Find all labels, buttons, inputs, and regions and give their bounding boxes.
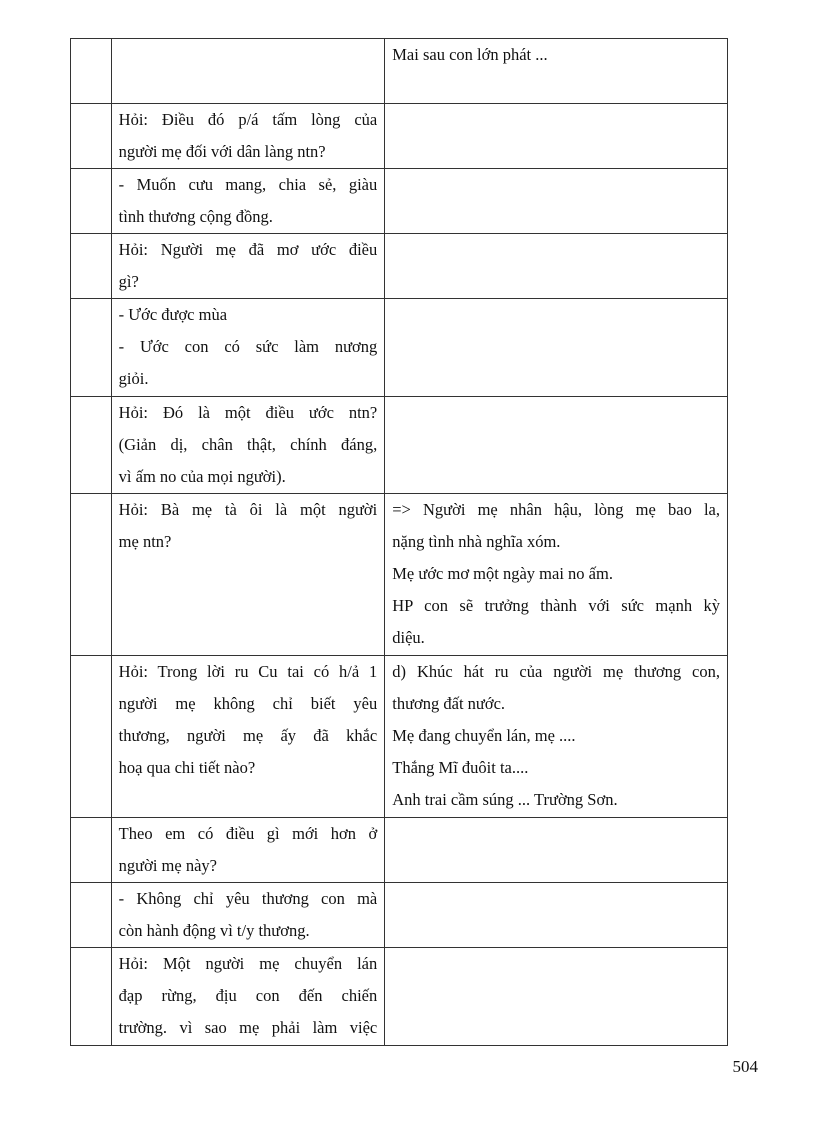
text-line: nặng tình nhà nghĩa xóm.	[392, 532, 561, 551]
table-cell-note	[385, 883, 728, 948]
table-cell-question	[111, 104, 385, 169]
table-cell-empty	[71, 948, 112, 1046]
text-line: Hỏi: Trong lời ru Cu tai có h/ả 1	[118, 662, 378, 681]
table-cell-question	[111, 818, 385, 883]
table-cell-note	[385, 169, 728, 234]
text-line: Theo em có điều gì mới hơn ở	[118, 824, 378, 843]
text-line: Anh trai cầm súng ... Trường Sơn.	[392, 790, 618, 809]
table-cell-empty	[71, 234, 112, 299]
table-cell-question	[111, 234, 385, 299]
table-cell-question	[111, 39, 385, 104]
table-cell-note	[385, 948, 728, 1046]
table-cell-question	[111, 948, 385, 1046]
text-line: trường. vì sao mẹ phải làm việc	[118, 1018, 378, 1037]
table-row	[71, 883, 728, 948]
text-line: còn hành động vì t/y thương.	[118, 921, 310, 940]
table-cell-empty	[71, 299, 112, 397]
table-row	[71, 39, 728, 104]
text-line: diệu.	[392, 628, 425, 647]
table-cell-note	[385, 494, 728, 656]
lesson-table	[70, 38, 728, 1046]
text-line: Thắng Mĩ đuôit ta....	[392, 758, 529, 777]
table-cell-note	[385, 234, 728, 299]
text-line: HP con sẽ trưởng thành với sức mạnh kỳ	[392, 596, 720, 615]
text-line: Hỏi: Một người mẹ chuyển lán	[118, 954, 378, 973]
table-row	[71, 234, 728, 299]
table-row	[71, 656, 728, 818]
text-line: hoạ qua chi tiết nào?	[118, 758, 256, 777]
table-cell-answer	[111, 299, 385, 397]
table-row	[71, 104, 728, 169]
text-line: Mai sau con lớn phát ...	[392, 45, 548, 64]
text-line: Hỏi: Người mẹ đã mơ ước điều	[118, 240, 378, 259]
table-cell-empty	[71, 656, 112, 818]
text-line: mẹ ntn?	[118, 532, 172, 551]
text-line: tình thương cộng đồng.	[118, 207, 273, 226]
table-cell-empty	[71, 39, 112, 104]
text-line: đạp rừng, địu con đến chiến	[118, 986, 378, 1005]
text-line: (Giản dị, chân thật, chính đáng,	[118, 435, 378, 454]
table-cell-answer	[111, 169, 385, 234]
table-cell-note	[385, 656, 728, 818]
text-line: người mẹ này?	[118, 856, 217, 875]
table-cell-note	[385, 299, 728, 397]
table-row	[71, 397, 728, 494]
table-cell-question	[111, 656, 385, 818]
table-cell-note	[385, 104, 728, 169]
table-cell-note	[385, 818, 728, 883]
text-line: Hỏi: Điều đó p/á tấm lòng của	[118, 110, 378, 129]
text-line: người mẹ đối với dân làng ntn?	[118, 142, 326, 161]
text-line: - Ước con có sức làm nương	[118, 337, 378, 356]
text-line: thương đất nước.	[392, 694, 506, 713]
text-line: - Muốn cưu mang, chia sẻ, giàu	[118, 175, 378, 194]
text-line: Hỏi: Đó là một điều ước ntn?	[118, 403, 378, 422]
table-cell-empty	[71, 883, 112, 948]
table-row	[71, 169, 728, 234]
text-line: giỏi.	[118, 369, 149, 388]
table-cell-empty	[71, 169, 112, 234]
text-line: gì?	[118, 272, 139, 291]
table-row	[71, 948, 728, 1046]
table-cell-answer	[111, 883, 385, 948]
table-cell-note	[385, 39, 728, 104]
table-cell-question	[111, 397, 385, 494]
table-row	[71, 818, 728, 883]
text-line: - Ước được mùa	[118, 305, 228, 324]
table-cell-empty	[71, 397, 112, 494]
table-cell-empty	[71, 494, 112, 656]
text-line: Mẹ ước mơ một ngày mai no ấm.	[392, 564, 613, 583]
text-line: - Không chỉ yêu thương con mà	[118, 889, 378, 908]
text-line: d) Khúc hát ru của người mẹ thương con,	[392, 662, 720, 681]
page-number: 504	[732, 1057, 758, 1076]
text-line: người mẹ không chỉ biết yêu	[118, 694, 378, 713]
table-row	[71, 494, 728, 656]
text-line: thương, người mẹ ấy đã khắc	[118, 726, 378, 745]
text-line: => Người mẹ nhân hậu, lòng mẹ bao la,	[392, 500, 720, 519]
table-cell-note	[385, 397, 728, 494]
text-line: Mẹ đang chuyển lán, mẹ ....	[392, 726, 576, 745]
table-cell-question	[111, 494, 385, 656]
table-cell-empty	[71, 104, 112, 169]
text-line: vì ấm no của mọi người).	[118, 467, 286, 486]
table-row	[71, 299, 728, 397]
table-cell-empty	[71, 818, 112, 883]
text-line: Hỏi: Bà mẹ tà ôi là một người	[118, 500, 378, 519]
